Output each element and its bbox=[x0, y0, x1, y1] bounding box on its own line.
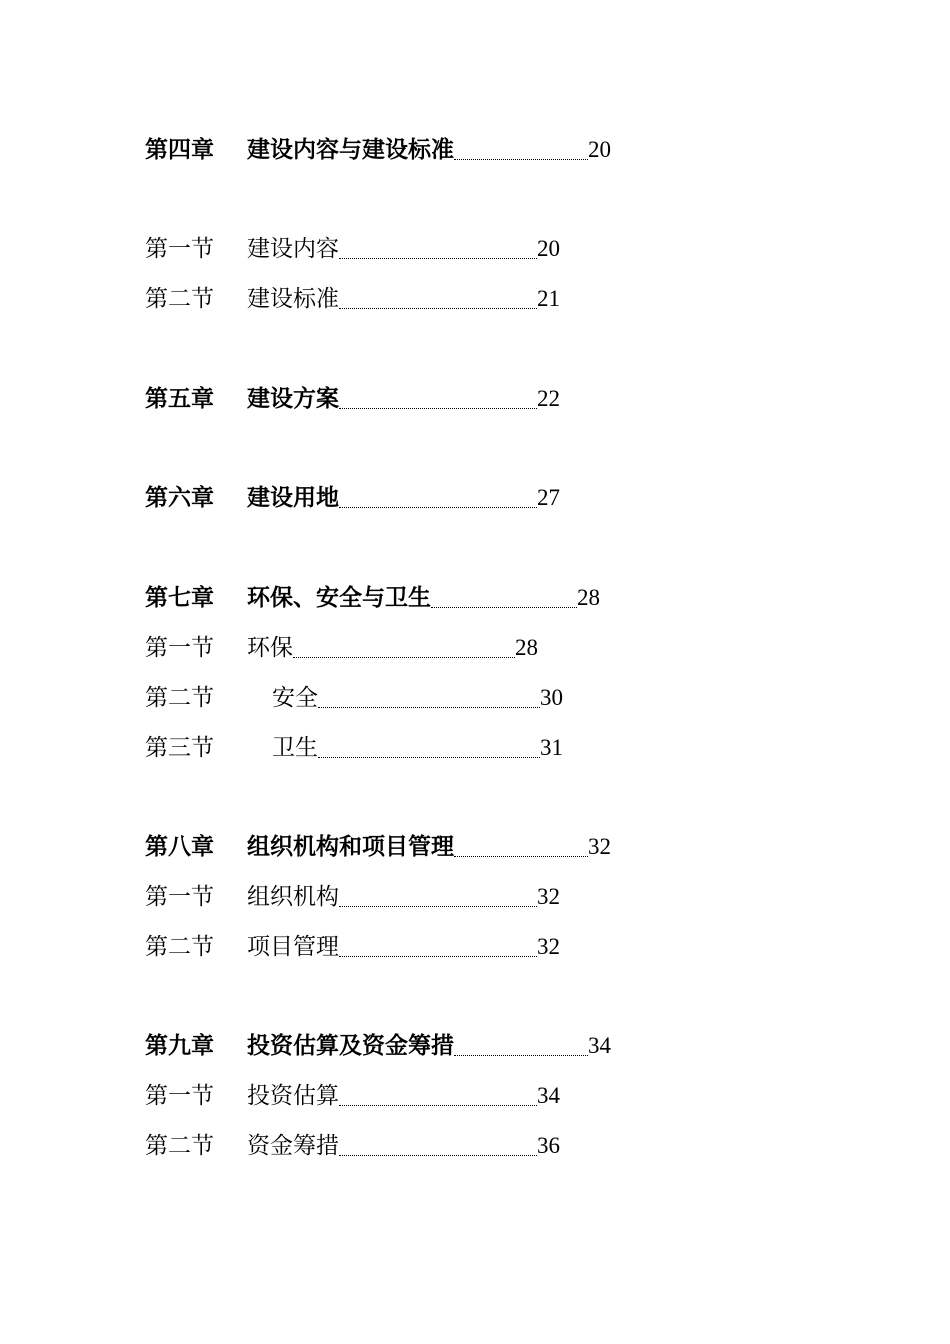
dot-leader bbox=[318, 756, 540, 758]
dot-leader bbox=[339, 955, 537, 957]
chapter-number: 第五章 bbox=[145, 385, 214, 412]
page-number: 30 bbox=[540, 685, 563, 710]
dot-leader bbox=[339, 506, 537, 508]
chapter-number: 第六章 bbox=[145, 484, 214, 511]
chapter-title: 投资估算及资金筹措 bbox=[247, 1032, 454, 1059]
dot-leader bbox=[318, 706, 540, 708]
toc-section[interactable] bbox=[145, 1078, 560, 1110]
section-title: 环保 bbox=[247, 635, 293, 661]
dot-leader bbox=[454, 1054, 588, 1056]
toc-section[interactable] bbox=[145, 630, 538, 662]
page-number: 36 bbox=[537, 1133, 560, 1158]
toc-section[interactable] bbox=[145, 879, 560, 911]
page-number: 31 bbox=[540, 735, 563, 760]
page-number: 32 bbox=[588, 834, 611, 859]
page-number: 34 bbox=[588, 1033, 611, 1058]
page-number: 27 bbox=[537, 485, 560, 510]
page-number: 32 bbox=[537, 884, 560, 909]
page-number: 28 bbox=[515, 635, 538, 660]
page-number: 34 bbox=[537, 1083, 560, 1108]
section-number: 第二节 bbox=[145, 685, 214, 711]
section-title: 安全 bbox=[272, 685, 318, 711]
section-title: 资金筹措 bbox=[247, 1133, 339, 1159]
toc-chapter-7[interactable] bbox=[145, 580, 600, 612]
toc-section[interactable] bbox=[145, 929, 560, 961]
page-number: 32 bbox=[537, 934, 560, 959]
toc-chapter-4[interactable] bbox=[145, 132, 611, 164]
section-title: 卫生 bbox=[272, 735, 318, 761]
page-number: 20 bbox=[537, 236, 560, 261]
page-number: 21 bbox=[537, 286, 560, 311]
chapter-title: 建设内容与建设标准 bbox=[247, 136, 454, 163]
section-number: 第二节 bbox=[145, 1133, 214, 1159]
chapter-number: 第八章 bbox=[145, 833, 214, 860]
section-title: 组织机构 bbox=[247, 884, 339, 910]
section-number: 第一节 bbox=[145, 635, 214, 661]
toc-section[interactable] bbox=[145, 231, 560, 263]
dot-leader bbox=[454, 855, 588, 857]
dot-leader bbox=[339, 905, 537, 907]
section-title: 建设标准 bbox=[247, 286, 339, 312]
dot-leader bbox=[339, 1104, 537, 1106]
chapter-title: 建设方案 bbox=[247, 385, 339, 412]
dot-leader bbox=[454, 158, 588, 160]
section-title: 项目管理 bbox=[247, 934, 339, 960]
section-title: 建设内容 bbox=[247, 236, 339, 262]
chapter-number: 第七章 bbox=[145, 584, 214, 611]
toc-chapter-8[interactable] bbox=[145, 829, 611, 861]
page-number: 22 bbox=[537, 386, 560, 411]
toc-section[interactable] bbox=[145, 730, 563, 762]
section-title: 投资估算 bbox=[247, 1083, 339, 1109]
toc-section[interactable] bbox=[145, 1128, 560, 1160]
toc-section[interactable] bbox=[145, 281, 560, 313]
section-number: 第二节 bbox=[145, 286, 214, 312]
chapter-title: 建设用地 bbox=[247, 484, 339, 511]
toc-section[interactable] bbox=[145, 680, 563, 712]
chapter-title: 组织机构和项目管理 bbox=[247, 833, 454, 860]
section-number: 第一节 bbox=[145, 884, 214, 910]
section-number: 第一节 bbox=[145, 1083, 214, 1109]
dot-leader bbox=[339, 407, 537, 409]
toc-chapter-5[interactable] bbox=[145, 381, 560, 413]
chapter-title: 环保、安全与卫生 bbox=[247, 584, 431, 611]
section-number: 第三节 bbox=[145, 735, 214, 761]
section-number: 第二节 bbox=[145, 934, 214, 960]
page-number: 20 bbox=[588, 137, 611, 162]
dot-leader bbox=[293, 656, 515, 658]
chapter-number: 第四章 bbox=[145, 136, 214, 163]
dot-leader bbox=[339, 1154, 537, 1156]
toc-chapter-6[interactable] bbox=[145, 480, 560, 512]
chapter-number: 第九章 bbox=[145, 1032, 214, 1059]
dot-leader bbox=[339, 307, 537, 309]
dot-leader bbox=[339, 257, 537, 259]
dot-leader bbox=[431, 606, 577, 608]
section-number: 第一节 bbox=[145, 236, 214, 262]
toc-chapter-9[interactable] bbox=[145, 1028, 611, 1060]
page-number: 28 bbox=[577, 585, 600, 610]
